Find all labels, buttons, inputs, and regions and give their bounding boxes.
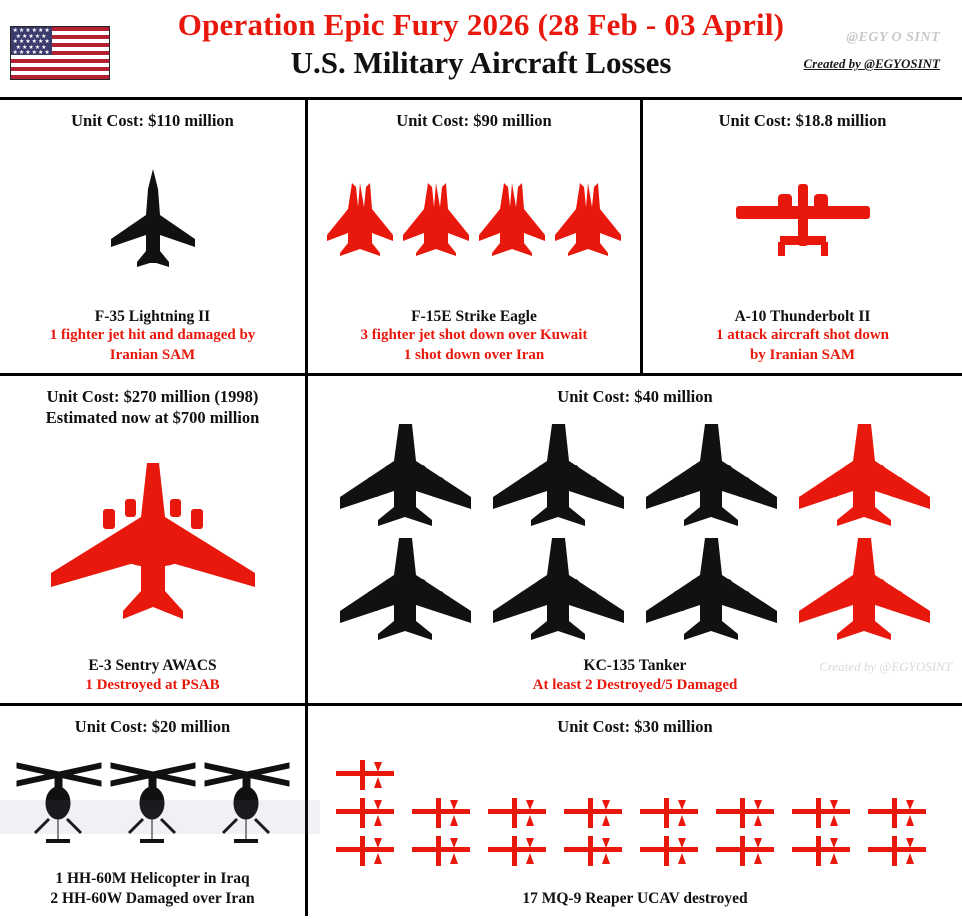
loss-note-mq9-1: 17 MQ-9 Reaper UCAV destroyed [522,889,748,907]
watermark-top: @EGY O SINT [846,30,940,45]
drone-icon [410,834,472,868]
kc135-row-2 [337,535,933,643]
drone-icon [334,758,396,792]
unit-cost-a10: Unit Cost: $18.8 million [718,111,887,130]
page-title-primary: Operation Epic Fury 2026 (28 Feb - 03 April) [177,7,785,42]
fighter-jet-icon [107,167,199,271]
fighter-jet-icon [553,181,623,257]
unit-cost-e3: Unit Cost: $270 million (1998) [46,387,259,406]
header [0,0,962,100]
caption-hh60 [50,869,254,916]
caption-f15e [361,307,588,374]
mq9-row-2 [334,796,962,830]
tanker-aircraft-icon [337,535,474,643]
drone-icon [714,834,776,868]
aircraft-name-a10: A-10 Thunderbolt II [734,307,871,325]
tanker-aircraft-icon [337,421,474,529]
row-rotary-and-drones [0,706,962,916]
drone-icon [638,834,700,868]
tanker-aircraft-icon [796,421,933,529]
loss-note-e3-1: 1 Destroyed at PSAB [85,676,220,693]
a10-artwork [643,131,962,307]
attack-aircraft-icon [728,180,878,258]
drone-icon [562,834,624,868]
drone-icon [334,834,396,868]
kc135-row-1 [337,421,933,529]
tanker-aircraft-icon [490,535,627,643]
card-mq9 [308,706,962,916]
card-hh60 [0,706,308,916]
loss-note-a10-1: 1 attack aircraft shot down [715,327,890,343]
unit-cost-mq9: Unit Cost: $30 million [557,717,713,736]
row-fighters [0,100,962,376]
loss-note-f35-1: 1 fighter jet hit and damaged by [49,327,256,343]
loss-note-f35-2: Iranian SAM [109,346,196,363]
aircraft-name-f15e: F-15E Strike Eagle [411,307,537,325]
credit-top: Created by @EGYOSINT [803,56,940,71]
watermark-middle: Created by @EGYOSINT [819,659,952,674]
fighter-jet-icon [477,181,547,257]
card-f15e [308,100,643,373]
tanker-aircraft-icon [643,535,780,643]
e3-artwork [0,428,305,656]
mq9-row-3 [334,834,962,868]
tanker-aircraft-icon [796,535,933,643]
drone-icon [790,834,852,868]
fighter-jet-icon [401,181,471,257]
drone-icon [866,834,928,868]
awacs-icon [43,457,263,627]
aircraft-name-e3: E-3 Sentry AWACS [88,657,217,674]
caption-f35 [50,307,256,374]
kc135-artwork [308,407,962,656]
drone-icon [410,796,472,830]
drone-icon [866,796,928,830]
unit-cost-f15e: Unit Cost: $90 million [396,111,552,130]
aircraft-name-f35: F-35 Lightning II [94,307,211,325]
drone-icon [334,796,396,830]
row-large-aircraft [0,376,962,706]
drone-icon [638,796,700,830]
drone-icon [486,796,548,830]
card-kc135 [308,376,962,703]
card-f35 [0,100,308,373]
caption-mq9 [522,889,747,917]
helicopter-icon [201,757,293,849]
loss-note-hh60-1: 1 HH-60M Helicopter in Iraq [55,870,250,887]
unit-cost-e3-estimate: Estimated now at $700 million [45,408,260,427]
mq9-row-1 [334,758,962,792]
caption-e3 [85,656,219,703]
us-flag-icon [10,26,110,80]
loss-note-f15e-1: 3 fighter jet shot down over Kuwait [360,327,588,343]
loss-note-kc135-1: At least 2 Destroyed/5 Damaged [532,676,738,693]
card-e3 [0,376,308,703]
page-title-secondary: U.S. Military Aircraft Losses [290,45,672,80]
caption-kc135 [533,656,738,703]
caption-a10 [716,307,889,374]
tanker-aircraft-icon [643,421,780,529]
f15e-artwork [308,131,640,307]
helicopter-icon [13,757,105,849]
unit-cost-kc135: Unit Cost: $40 million [557,387,713,406]
drone-icon [790,796,852,830]
mq9-artwork [308,737,962,889]
helicopter-icon [107,757,199,849]
f35-artwork [0,131,305,307]
aircraft-name-kc135: KC-135 Tanker [583,657,687,674]
flag-stars: ★★★★★★ ★★★★★ ★★★★★★ ★★★★★ ★★★★★★ [12,27,51,57]
tanker-aircraft-icon [490,421,627,529]
drone-icon [714,796,776,830]
unit-cost-hh60: Unit Cost: $20 million [74,717,231,736]
unit-cost-f35: Unit Cost: $110 million [71,111,234,130]
loss-note-a10-2: by Iranian SAM [749,346,855,363]
fighter-jet-icon [325,181,395,257]
loss-note-f15e-2: 1 shot down over Iran [403,346,545,363]
loss-note-hh60-2: 2 HH-60W Damaged over Iran [50,889,255,907]
card-a10 [643,100,962,373]
hh60-artwork [0,737,305,869]
drone-icon [562,796,624,830]
drone-icon [486,834,548,868]
